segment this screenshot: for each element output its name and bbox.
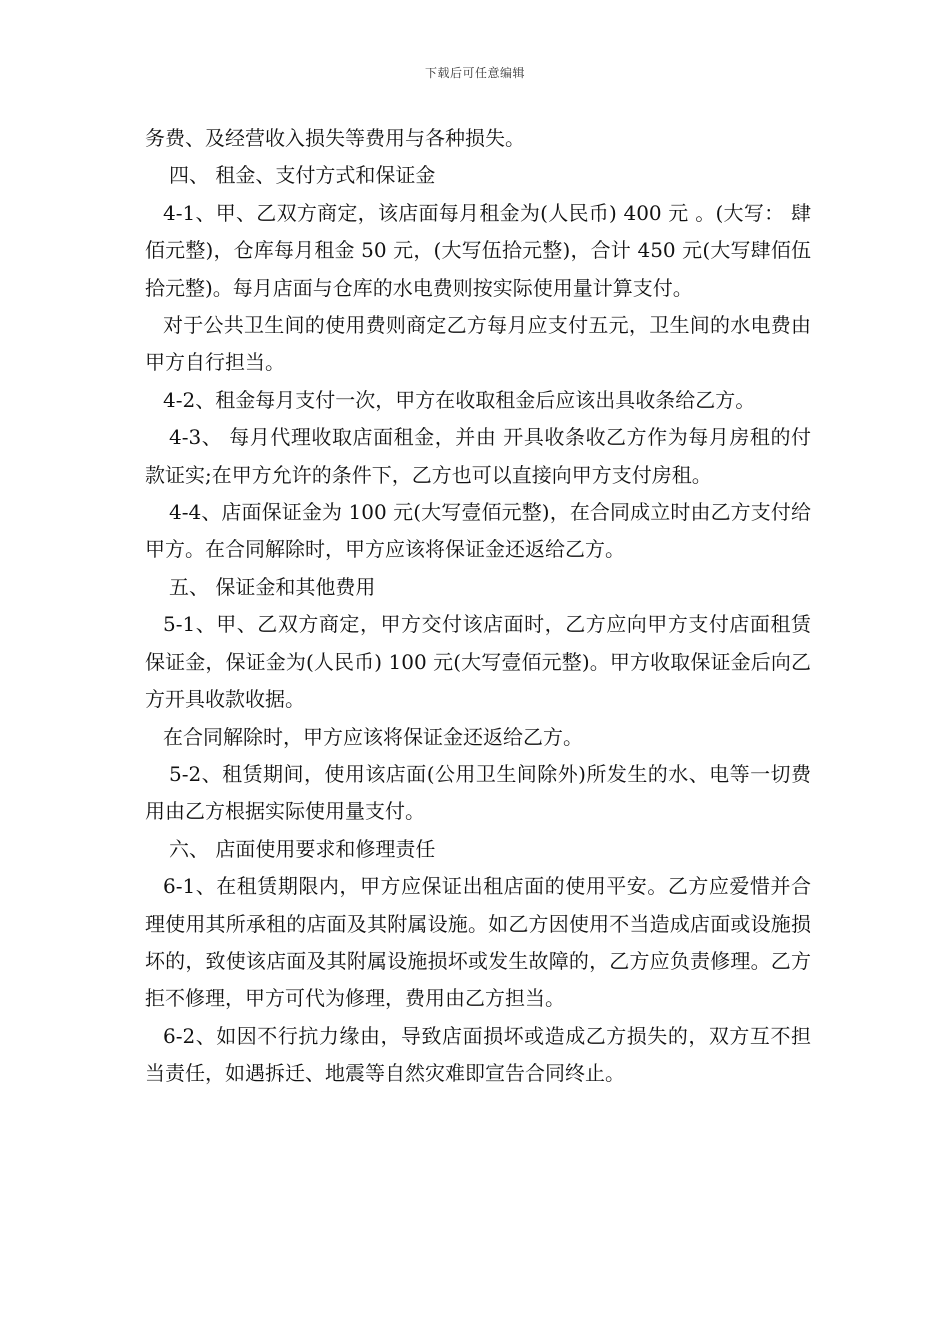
paragraph-toilet-fee: 对于公共卫生间的使用费则商定乙方每月应支付五元，卫生间的水电费由甲方自行担当。 [145,313,811,375]
clause-5-1: 5-1、甲、乙双方商定，甲方交付该店面时，乙方应向甲方支付店面租赁保证金，保证金为(人民币) 100 元(大写壹佰元整)。甲方收取保证金后向乙方开具收款收据。 [145,612,811,712]
section-heading-5: 五、 保证金和其他费用 [169,574,376,599]
paragraph-deposit-return: 在合同解除时，甲方应该将保证金还返给乙方。 [163,724,583,749]
clause-4-4: 4-4、店面保证金为 100 元(大写壹佰元整)，在合同成立时由乙方支付给甲方。在合同解除时，甲方应该将保证金还返给乙方。 [145,500,811,562]
document-body [145,120,811,1093]
clause-5-2: 5-2、租赁期间，使用该店面(公用卫生间除外)所发生的水、电等一切费用由乙方根据实际使用量支付。 [145,761,811,824]
section-heading-4: 四、 租金、支付方式和保证金 [169,163,436,188]
clause-6-1: 6-1、在租赁期限内，甲方应保证出租店面的使用平安。乙方应爱惜并合理使用其所承租的店面及其附属设施。如乙方因使用不当造成店面或设施损坏的，致使该店面及其附属设施损坏或发生故障的，乙方应负责修理。乙方拒不修理，甲方可代为修理，费用由乙方担当。 [145,874,811,1011]
clause-4-3: 4-3、 每月代理收取店面租金，并由 开具收条收乙方作为每月房租的付款证实;在甲方允许的条件下，乙方也可以直接向甲方支付房租。 [145,425,811,487]
clause-6-2: 6-2、如因不行抗力缘由，导致店面损坏或造成乙方损失的，双方互不担当责任，如遇拆迁、地震等自然灾难即宣告合同终止。 [145,1023,811,1086]
section-heading-6: 六、 店面使用要求和修理责任 [169,836,436,861]
clause-4-1: 4-1、甲、乙双方商定，该店面每月租金为(人民币) 400 元 。(大写： 肆 佰元整)，仓库每月租金 50 元，(大写伍拾元整)，合计 450 元(大写肆佰伍拾元整)。每月店面与仓库的水电费则按实际使用量计算支付。 [145,200,811,300]
page-header: 下载后可任意编辑 [424,66,525,80]
paragraph-1: 务费、及经营收入损失等费用与各种损失。 [145,126,525,150]
clause-4-2: 4-2、租金每月支付一次，甲方在收取租金后应该出具收条给乙方。 [163,387,756,412]
